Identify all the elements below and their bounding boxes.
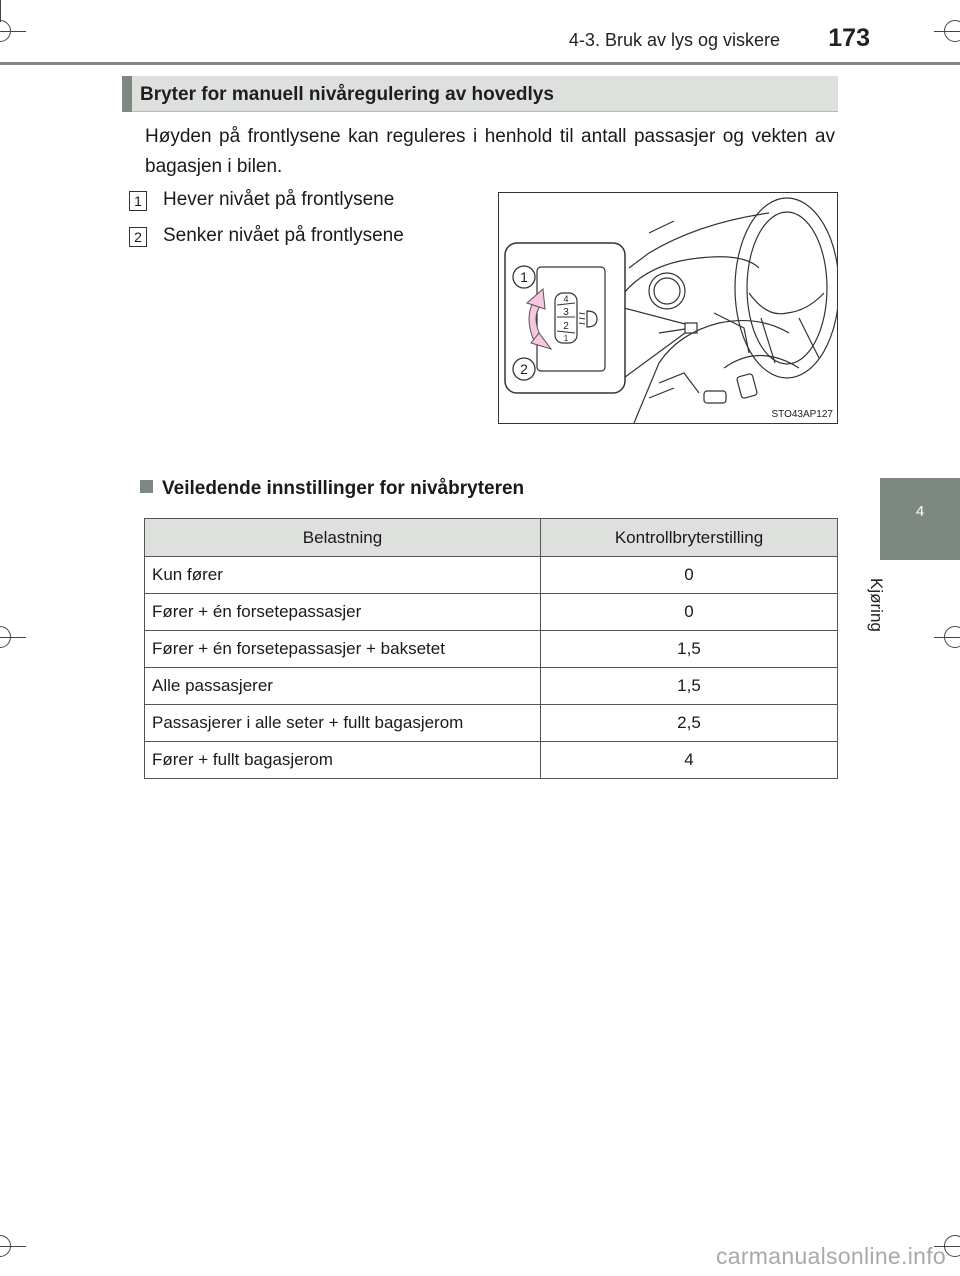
chapter-label: Kjøring [867,578,886,632]
table-heading-text: Veiledende innstillinger for nivåbryteren [162,478,525,499]
crop-mark-circle [0,1235,11,1257]
section-heading-accent [122,76,132,112]
position-cell: 1,5 [541,668,838,705]
crop-mark-circle [944,626,960,648]
chapter-label-wrap [867,578,916,638]
load-cell: Alle passasjerer [145,668,541,705]
load-cell: Fører + fullt bagasjerom [145,742,541,779]
intro-paragraph: Høyden på frontlysene kan reguleres i henhold til antall passasjer og vekten av bagasjen i bilen. [145,126,835,177]
header-rule [0,62,960,65]
table-row [145,557,838,594]
column-header-switch-position: Kontrollbryterstilling [541,519,838,557]
column-header-load: Belastning [145,519,541,557]
table-row [145,742,838,779]
section-title: 4-3. Bruk av lys og viskere [568,30,780,50]
square-bullet-icon [140,480,153,493]
illustration-code: STO43AP127 [771,409,833,420]
section-heading: Bryter for manuell nivåregulering av hovedlys [140,84,554,105]
position-cell: 2,5 [541,705,838,742]
watermark: carmanualsonline.info [715,1243,946,1269]
load-cell: Fører + én forsetepassasjer [145,594,541,631]
leveling-settings-table [144,518,838,779]
table-row [145,668,838,705]
table-row [145,594,838,631]
list-item-raise: Hever nivået på frontlysene [163,189,395,210]
list-number-2: 2 [129,227,147,247]
table-header-row [145,519,838,557]
dial-mark-3: 3 [563,307,569,318]
dial-mark-4: 4 [563,294,569,304]
table-row [145,705,838,742]
table-heading [140,478,524,500]
load-cell: Kun fører [145,557,541,594]
headlight-leveling-illustration [498,192,838,424]
chapter-number: 4 [915,503,925,520]
list-item-lower: Senker nivået på frontlysene [163,225,404,246]
load-cell: Fører + én forsetepassasjer + baksetet [145,631,541,668]
crop-mark-circle [0,626,11,648]
position-cell: 0 [541,594,838,631]
position-cell: 0 [541,557,838,594]
position-cell: 1,5 [541,631,838,668]
crop-mark-circle [944,20,960,42]
position-cell: 4 [541,742,838,779]
list-number-1: 1 [129,191,147,211]
table-row [145,631,838,668]
dashboard-drawing [499,193,838,424]
load-cell: Passasjerer i alle seter + fullt bagasjerom [145,705,541,742]
crop-mark-circle [0,20,11,42]
dial-mark-1: 1 [563,334,569,343]
callout-2: 2 [520,361,528,377]
crop-mark [0,0,1,22]
callout-1: 1 [520,269,528,285]
page-number: 173 [828,24,870,52]
crop-mark-circle [944,1235,960,1257]
dial-mark-2: 2 [563,321,569,332]
